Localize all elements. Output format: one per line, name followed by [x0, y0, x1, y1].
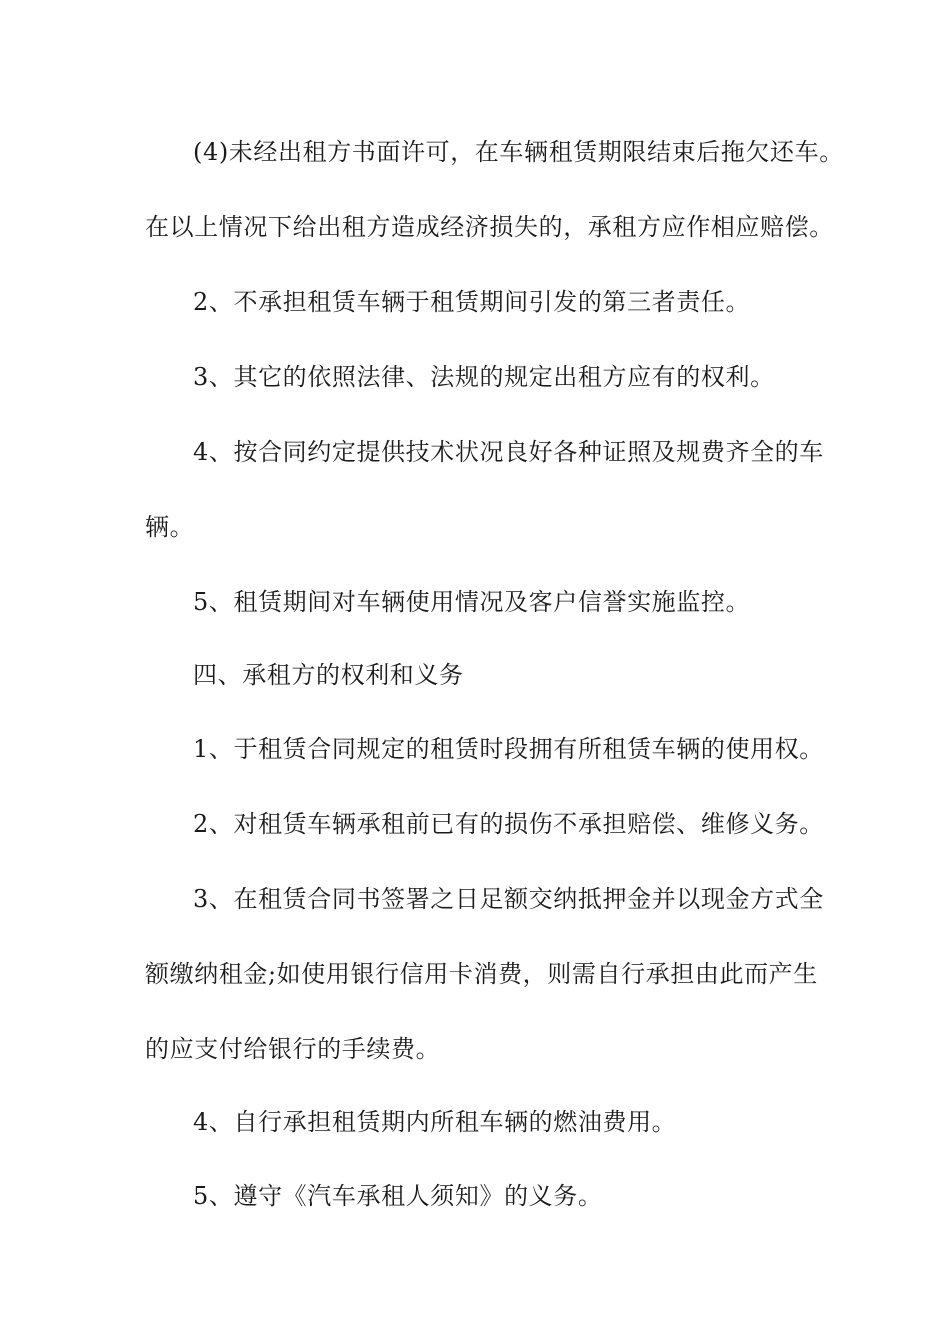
paragraph-line: 的应支付给银行的手续费。	[145, 1035, 441, 1063]
paragraph-line: 在以上情况下给出租方造成经济损失的，承租方应作相应赔偿。	[145, 213, 834, 241]
paragraph-line: 额缴纳租金;如使用银行信用卡消费，则需自行承担由此而产生	[145, 960, 818, 988]
section-heading: 四、承租方的权利和义务	[193, 661, 464, 689]
paragraph-line: 5、遵守《汽车承租人须知》的义务。	[193, 1182, 603, 1210]
paragraph-line: 3、其它的依照法律、法规的规定出租方应有的权利。	[193, 363, 775, 391]
paragraph-line: 4、自行承担租赁期内所租车辆的燃油费用。	[193, 1108, 677, 1136]
paragraph-line: 3、在租赁合同书签署之日足额交纳抵押金并以现金方式全	[193, 885, 824, 913]
paragraph-line: (4)未经出租方书面许可，在车辆租赁期限结束后拖欠还车。	[193, 138, 844, 166]
paragraph-line: 2、对租赁车辆承租前已有的损伤不承担赔偿、维修义务。	[193, 810, 824, 838]
paragraph-line: 辆。	[145, 513, 195, 541]
paragraph-line: 1、于租赁合同规定的租赁时段拥有所租赁车辆的使用权。	[193, 735, 824, 763]
paragraph-line: 2、不承担租赁车辆于租赁期间引发的第三者责任。	[193, 288, 751, 316]
paragraph-line: 5、租赁期间对车辆使用情况及客户信誉实施监控。	[193, 588, 751, 616]
paragraph-line: 4、按合同约定提供技术状况良好各种证照及规费齐全的车	[193, 438, 824, 466]
